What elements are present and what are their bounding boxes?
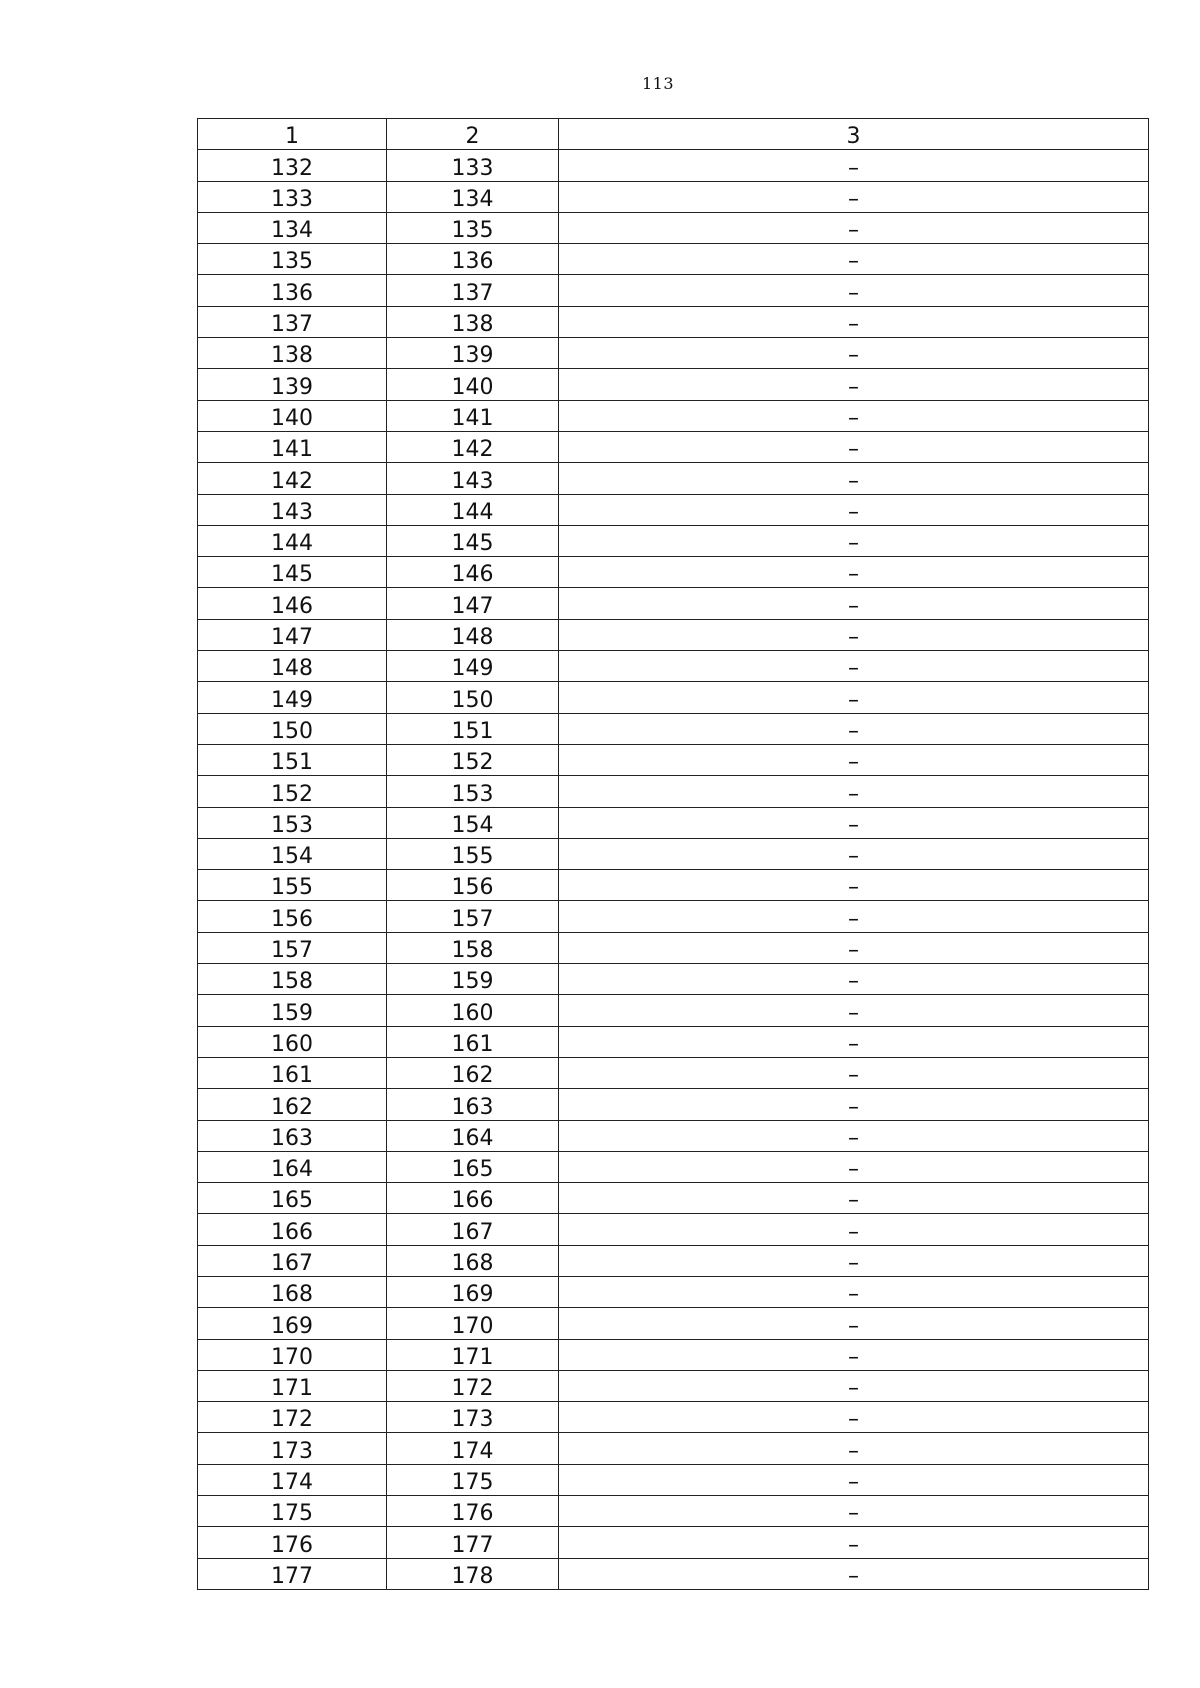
table-cell-col-1: 162 [198,1089,387,1120]
table-row [198,557,1149,588]
table-cell-col-3: – [559,744,1149,775]
table-cell-col-3: – [559,275,1149,306]
table-cell-col-1: 176 [198,1527,387,1558]
table-cell-col-2: 173 [387,1402,559,1433]
table-cell-col-3: – [559,964,1149,995]
table-row [198,1527,1149,1558]
table-row [198,1339,1149,1370]
table-cell-col-1: 132 [198,150,387,181]
table-cell-col-1: 163 [198,1120,387,1151]
table-cell-col-3: – [559,1183,1149,1214]
table-cell-col-2: 163 [387,1089,559,1120]
table-row [198,150,1149,181]
table-cell-col-3: – [559,932,1149,963]
table-cell-col-1: 146 [198,588,387,619]
table-cell-col-2: 135 [387,212,559,243]
table-cell-col-3: – [559,431,1149,462]
table-cell-col-2: 156 [387,870,559,901]
table-cell-col-2: 159 [387,964,559,995]
table-cell-col-3: – [559,870,1149,901]
column-header-1: 1 [198,119,387,150]
table-cell-col-1: 139 [198,369,387,400]
table-cell-col-3: – [559,400,1149,431]
table-cell-col-2: 161 [387,1026,559,1057]
table-cell-col-1: 135 [198,244,387,275]
table-cell-col-3: – [559,150,1149,181]
table-row [198,619,1149,650]
table-cell-col-1: 169 [198,1308,387,1339]
table-cell-col-2: 145 [387,525,559,556]
table-cell-col-3: – [559,306,1149,337]
table-row [198,838,1149,869]
table-cell-col-1: 173 [198,1433,387,1464]
table-cell-col-2: 164 [387,1120,559,1151]
table-cell-col-3: – [559,1151,1149,1182]
table-cell-col-3: – [559,557,1149,588]
table-cell-col-3: – [559,1276,1149,1307]
table-cell-col-2: 155 [387,838,559,869]
table-cell-col-3: – [559,838,1149,869]
table-cell-col-1: 144 [198,525,387,556]
table-row [198,1276,1149,1307]
table-cell-col-2: 177 [387,1527,559,1558]
table-cell-col-1: 141 [198,431,387,462]
table-cell-col-1: 177 [198,1558,387,1589]
table-cell-col-2: 147 [387,588,559,619]
table-cell-col-2: 140 [387,369,559,400]
table-cell-col-1: 156 [198,901,387,932]
table-row [198,1433,1149,1464]
table-cell-col-2: 151 [387,713,559,744]
table-cell-col-2: 162 [387,1057,559,1088]
table-cell-col-3: – [559,1433,1149,1464]
table-cell-col-3: – [559,713,1149,744]
table-cell-col-1: 143 [198,494,387,525]
table-row [198,181,1149,212]
table-cell-col-1: 153 [198,807,387,838]
table-cell-col-1: 167 [198,1245,387,1276]
table-cell-col-3: – [559,588,1149,619]
table-cell-col-1: 161 [198,1057,387,1088]
table-cell-col-1: 164 [198,1151,387,1182]
table-row [198,807,1149,838]
table-cell-col-1: 152 [198,776,387,807]
table-cell-col-3: – [559,651,1149,682]
table-cell-col-2: 136 [387,244,559,275]
table-row [198,1496,1149,1527]
table-cell-col-3: – [559,1089,1149,1120]
table-cell-col-1: 154 [198,838,387,869]
table-row [198,306,1149,337]
table-cell-col-1: 171 [198,1370,387,1401]
table-cell-col-3: – [559,1464,1149,1495]
table-row [198,1183,1149,1214]
table-cell-col-1: 172 [198,1402,387,1433]
table-row [198,1370,1149,1401]
table-cell-col-1: 150 [198,713,387,744]
table-row [198,776,1149,807]
table-cell-col-2: 152 [387,744,559,775]
table-cell-col-3: – [559,1558,1149,1589]
table-row [198,1558,1149,1589]
table-cell-col-2: 142 [387,431,559,462]
table-cell-col-3: – [559,1245,1149,1276]
column-header-2: 2 [387,119,559,150]
table-row [198,1245,1149,1276]
table-cell-col-2: 171 [387,1339,559,1370]
table-row [198,400,1149,431]
table-row [198,1120,1149,1151]
table-cell-col-2: 141 [387,400,559,431]
table-cell-col-2: 148 [387,619,559,650]
table-row [198,1308,1149,1339]
table-row [198,588,1149,619]
table-row [198,651,1149,682]
table-row [198,212,1149,243]
table-cell-col-2: 146 [387,557,559,588]
table-cell-col-1: 134 [198,212,387,243]
table-cell-col-1: 149 [198,682,387,713]
table-cell-col-3: – [559,1057,1149,1088]
table-row [198,431,1149,462]
table-row [198,494,1149,525]
table-row [198,932,1149,963]
table-cell-col-3: – [559,1527,1149,1558]
table-cell-col-2: 174 [387,1433,559,1464]
table-cell-col-2: 175 [387,1464,559,1495]
table-cell-col-1: 170 [198,1339,387,1370]
table-cell-col-2: 138 [387,306,559,337]
table-row [198,995,1149,1026]
table-cell-col-3: – [559,1308,1149,1339]
table-cell-col-2: 139 [387,338,559,369]
table-cell-col-1: 175 [198,1496,387,1527]
table-row [198,964,1149,995]
page-number: 113 [641,74,675,93]
table-row [198,1464,1149,1495]
table-cell-col-1: 165 [198,1183,387,1214]
table-body [198,150,1149,1590]
table-cell-col-3: – [559,1339,1149,1370]
table-cell-col-1: 157 [198,932,387,963]
table-cell-col-3: – [559,1214,1149,1245]
table-row [198,682,1149,713]
table-cell-col-3: – [559,619,1149,650]
table-cell-col-1: 140 [198,400,387,431]
table-cell-col-1: 160 [198,1026,387,1057]
table-cell-col-1: 174 [198,1464,387,1495]
table-cell-col-2: 168 [387,1245,559,1276]
table-cell-col-3: – [559,181,1149,212]
table-cell-col-1: 145 [198,557,387,588]
table-cell-col-1: 147 [198,619,387,650]
table-row [198,275,1149,306]
table-cell-col-1: 137 [198,306,387,337]
table-cell-col-2: 134 [387,181,559,212]
table-row [198,338,1149,369]
table-cell-col-2: 176 [387,1496,559,1527]
table-cell-col-3: – [559,776,1149,807]
table-cell-col-1: 133 [198,181,387,212]
table-cell-col-3: – [559,995,1149,1026]
table-cell-col-3: – [559,901,1149,932]
table-cell-col-1: 151 [198,744,387,775]
table-cell-col-3: – [559,369,1149,400]
table-cell-col-3: – [559,1026,1149,1057]
table-cell-col-2: 143 [387,463,559,494]
table-cell-col-2: 153 [387,776,559,807]
table-cell-col-3: – [559,212,1149,243]
table-cell-col-2: 166 [387,1183,559,1214]
table-cell-col-1: 166 [198,1214,387,1245]
table-cell-col-3: – [559,463,1149,494]
table-cell-col-1: 158 [198,964,387,995]
table-cell-col-1: 138 [198,338,387,369]
table-row [198,1026,1149,1057]
table-cell-col-1: 168 [198,1276,387,1307]
table-cell-col-2: 169 [387,1276,559,1307]
table-cell-col-2: 144 [387,494,559,525]
table-row [198,525,1149,556]
table-row [198,1089,1149,1120]
table-cell-col-2: 160 [387,995,559,1026]
table-cell-col-3: – [559,1370,1149,1401]
table-cell-col-2: 154 [387,807,559,838]
table-cell-col-3: – [559,525,1149,556]
table-cell-col-1: 159 [198,995,387,1026]
table-header-row [198,119,1149,150]
table-cell-col-1: 142 [198,463,387,494]
table-cell-col-2: 157 [387,901,559,932]
table-cell-col-2: 178 [387,1558,559,1589]
table-cell-col-2: 167 [387,1214,559,1245]
table-cell-col-3: – [559,1496,1149,1527]
table-cell-col-1: 148 [198,651,387,682]
table-cell-col-2: 149 [387,651,559,682]
table-cell-col-2: 158 [387,932,559,963]
table-cell-col-3: – [559,244,1149,275]
table-cell-col-2: 170 [387,1308,559,1339]
table-row [198,1402,1149,1433]
table-cell-col-3: – [559,807,1149,838]
table-cell-col-2: 150 [387,682,559,713]
table-row [198,463,1149,494]
table-cell-col-3: – [559,338,1149,369]
table-row [198,901,1149,932]
table-cell-col-2: 172 [387,1370,559,1401]
table-row [198,369,1149,400]
table-cell-col-3: – [559,494,1149,525]
table-cell-col-2: 137 [387,275,559,306]
table-row [198,1057,1149,1088]
table-row [198,1214,1149,1245]
column-header-3: 3 [559,119,1149,150]
table-cell-col-2: 165 [387,1151,559,1182]
table-cell-col-3: – [559,682,1149,713]
table-cell-col-3: – [559,1402,1149,1433]
table-row [198,744,1149,775]
table-row [198,1151,1149,1182]
table-cell-col-1: 136 [198,275,387,306]
table-row [198,713,1149,744]
data-table [197,118,1149,1590]
table-row [198,870,1149,901]
table-cell-col-3: – [559,1120,1149,1151]
table-cell-col-1: 155 [198,870,387,901]
table-row [198,244,1149,275]
table-cell-col-2: 133 [387,150,559,181]
